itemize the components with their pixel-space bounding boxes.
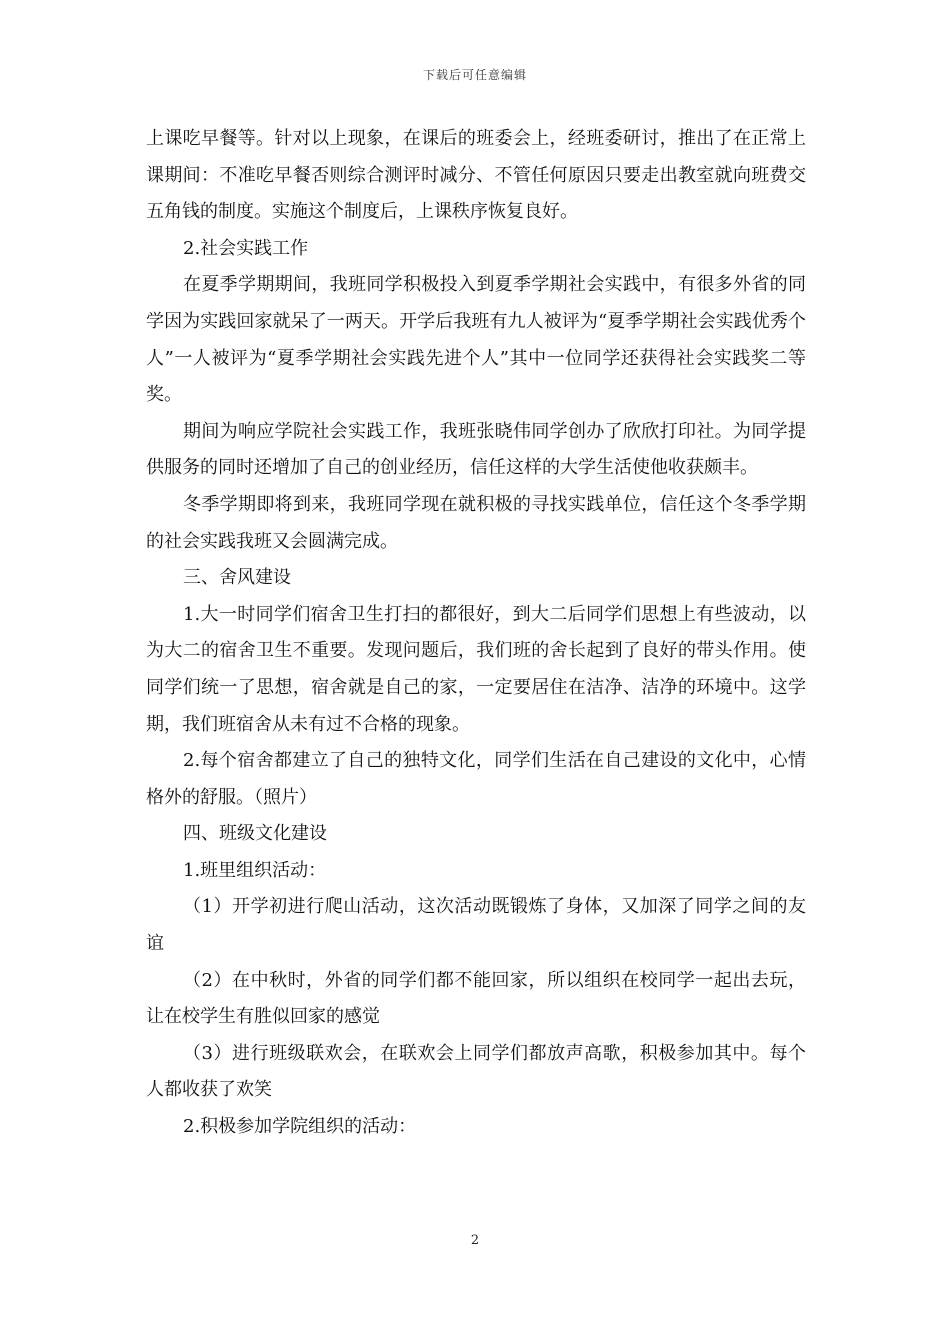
subheading-social-practice: 2.社会实践工作 xyxy=(183,237,309,259)
paragraph-continuation: 上课吃早餐等。针对以上现象，在课后的班委会上，经班委研讨，推出了在正常上课期间：不准吃早餐否则综合测评时减分、不管任何原因只要走出教室就向班费交五角钱的制度。实施这个制度后，上课秩序恢复良好。 xyxy=(146,128,806,223)
paragraph-print-shop: 期间为响应学院社会实践工作，我班张晓伟同学创办了欣欣打印社。为同学提供服务的同时还增加了自己的创业经历，信任这样的大学生活使他收获颇丰。 xyxy=(146,420,806,479)
document-body xyxy=(146,121,806,1146)
paragraph-dorm-culture: 2.每个宿舍都建立了自己的独特文化，同学们生活在自己建设的文化中，心情格外的舒服。（照片） xyxy=(146,750,806,808)
section-heading-dorm: 三、舍风建设 xyxy=(183,567,291,589)
section-heading-class-culture: 四、班级文化建设 xyxy=(183,823,327,845)
page-number: 2 xyxy=(470,1233,480,1248)
subheading-class-activities: 1.班里组织活动： xyxy=(183,859,327,881)
paragraph-winter-practice: 冬季学期即将到来，我班同学现在就积极的寻找实践单位，信任这个冬季学期的社会实践我班又会圆满完成。 xyxy=(146,493,806,552)
list-item-party: （3）进行班级联欢会，在联欢会上同学们都放声高歌，积极参加其中。每个人都收获了欢笑 xyxy=(146,1042,806,1101)
subheading-college-activities: 2.积极参加学院组织的活动： xyxy=(183,1116,417,1138)
paragraph-summer-practice: 在夏季学期期间，我班同学积极投入到夏季学期社会实践中，有很多外省的同学因为实践回家就呆了一两天。开学后我班有九人被评为“夏季学期社会实践优秀个人”一人被评为“夏季学期社会实践先进个人”其中一位同学还获得社会实践奖二等奖。 xyxy=(146,274,806,406)
list-item-hiking: （1）开学初进行爬山活动，这次活动既锻炼了身体，又加深了同学之间的友谊 xyxy=(146,896,806,955)
list-item-mid-autumn: （2）在中秋时，外省的同学们都不能回家，所以组织在校同学一起出去玩，让在校学生有胜似回家的感觉 xyxy=(146,969,806,1028)
page-header: 下载后可任意编辑 xyxy=(422,68,527,82)
paragraph-dorm-hygiene: 1.大一时同学们宿舍卫生打扫的都很好，到大二后同学们思想上有些波动，以为大二的宿舍卫生不重要。发现问题后，我们班的舍长起到了良好的带头作用。使同学们统一了思想，宿舍就是自己的家，一定要居住在洁净、洁净的环境中。这学期，我们班宿舍从未有过不合格的现象。 xyxy=(146,603,806,735)
